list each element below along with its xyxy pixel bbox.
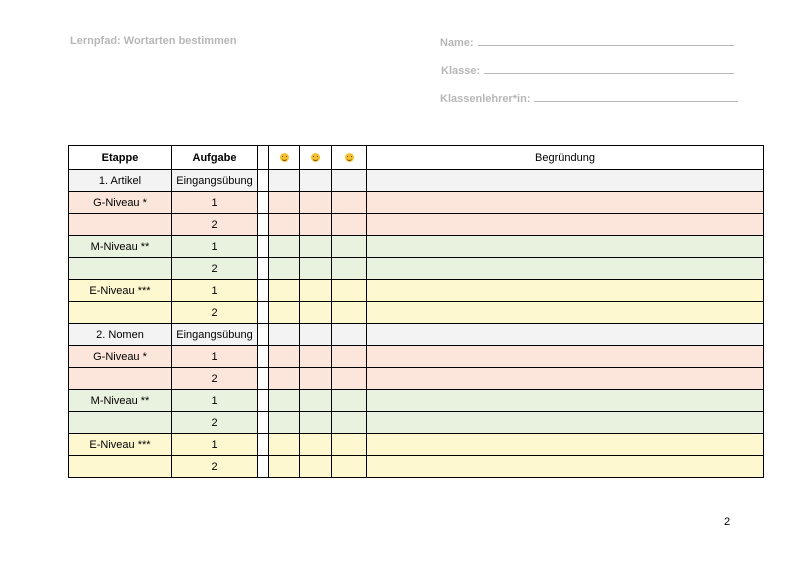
spacer-cell: [258, 368, 269, 390]
table-row: [69, 412, 764, 434]
begruendung-cell[interactable]: [367, 170, 764, 192]
spacer-header: [258, 146, 269, 170]
rating-cell-2[interactable]: [300, 236, 332, 258]
etappe-cell: [69, 412, 172, 434]
spacer-cell: [258, 170, 269, 192]
table-row: [69, 324, 764, 346]
etappe-cell: G-Niveau *: [69, 192, 172, 214]
begruendung-cell[interactable]: [367, 302, 764, 324]
table-row: [69, 236, 764, 258]
table-row: [69, 170, 764, 192]
table-row: [69, 302, 764, 324]
rating-cell-2[interactable]: [300, 170, 332, 192]
rating-cell-2[interactable]: [300, 390, 332, 412]
rating-cell-3[interactable]: [332, 324, 367, 346]
aufgabe-cell: 1: [172, 346, 258, 368]
begruendung-cell[interactable]: [367, 368, 764, 390]
aufgabe-cell: 2: [172, 302, 258, 324]
rating-cell-2[interactable]: [300, 192, 332, 214]
rating-cell-3[interactable]: [332, 192, 367, 214]
begruendung-cell[interactable]: [367, 412, 764, 434]
spacer-cell: [258, 390, 269, 412]
rating-cell-1[interactable]: [269, 236, 300, 258]
begruendung-cell[interactable]: [367, 192, 764, 214]
rating-cell-2[interactable]: [300, 346, 332, 368]
table-header-row: [69, 146, 764, 170]
begruendung-cell[interactable]: [367, 390, 764, 412]
etappe-header: Etappe: [69, 146, 172, 170]
rating-cell-3[interactable]: [332, 302, 367, 324]
slightly-smiling-face-icon: [280, 153, 289, 162]
etappe-cell: [69, 214, 172, 236]
rating-cell-2[interactable]: [300, 324, 332, 346]
klassenlehrer-line: [534, 91, 738, 102]
begruendung-header: Begründung: [367, 146, 764, 170]
rating-cell-1[interactable]: [269, 456, 300, 478]
rating-cell-3[interactable]: [332, 280, 367, 302]
smiley-header-2: [300, 146, 332, 170]
table-row: [69, 456, 764, 478]
etappe-cell: 1. Artikel: [69, 170, 172, 192]
klasse-line: [484, 63, 734, 74]
rating-cell-3[interactable]: [332, 390, 367, 412]
aufgabe-cell: Eingangsübung: [172, 170, 258, 192]
table-row: [69, 346, 764, 368]
etappe-cell: [69, 456, 172, 478]
rating-cell-2[interactable]: [300, 258, 332, 280]
spacer-cell: [258, 346, 269, 368]
spacer-cell: [258, 302, 269, 324]
etappe-cell: [69, 302, 172, 324]
begruendung-cell[interactable]: [367, 258, 764, 280]
rating-cell-1[interactable]: [269, 412, 300, 434]
etappe-cell: M-Niveau **: [69, 390, 172, 412]
etappe-cell: [69, 258, 172, 280]
begruendung-cell[interactable]: [367, 456, 764, 478]
rating-cell-2[interactable]: [300, 368, 332, 390]
table-row: [69, 214, 764, 236]
rating-cell-3[interactable]: [332, 368, 367, 390]
spacer-cell: [258, 434, 269, 456]
grinning-face-icon: [311, 153, 320, 162]
rating-cell-3[interactable]: [332, 412, 367, 434]
begruendung-cell[interactable]: [367, 324, 764, 346]
etappe-cell: E-Niveau ***: [69, 280, 172, 302]
begruendung-cell[interactable]: [367, 434, 764, 456]
spacer-cell: [258, 258, 269, 280]
table-row: [69, 258, 764, 280]
rating-cell-3[interactable]: [332, 434, 367, 456]
klasse-field[interactable]: [441, 63, 734, 77]
rating-cell-2[interactable]: [300, 434, 332, 456]
spacer-cell: [258, 324, 269, 346]
begruendung-cell[interactable]: [367, 214, 764, 236]
rating-cell-3[interactable]: [332, 170, 367, 192]
rating-cell-3[interactable]: [332, 346, 367, 368]
aufgabe-cell: 2: [172, 368, 258, 390]
begruendung-cell[interactable]: [367, 346, 764, 368]
smiley-header-3: [332, 146, 367, 170]
lernpfad-table: [68, 145, 764, 478]
document-title: Lernpfad: Wortarten bestimmen: [70, 35, 237, 47]
begruendung-cell[interactable]: [367, 236, 764, 258]
klassenlehrer-field[interactable]: [440, 91, 738, 105]
etappe-cell: M-Niveau **: [69, 236, 172, 258]
spacer-cell: [258, 280, 269, 302]
rating-cell-2[interactable]: [300, 412, 332, 434]
rating-cell-1[interactable]: [269, 280, 300, 302]
aufgabe-cell: 2: [172, 214, 258, 236]
aufgabe-cell: Eingangsübung: [172, 324, 258, 346]
rating-cell-1[interactable]: [269, 390, 300, 412]
spacer-cell: [258, 456, 269, 478]
etappe-cell: [69, 368, 172, 390]
rating-cell-2[interactable]: [300, 280, 332, 302]
aufgabe-cell: 1: [172, 390, 258, 412]
name-line: [478, 35, 734, 46]
spacer-cell: [258, 192, 269, 214]
etappe-cell: E-Niveau ***: [69, 434, 172, 456]
rating-cell-1[interactable]: [269, 214, 300, 236]
page-number: 2: [724, 516, 731, 528]
table-row: [69, 192, 764, 214]
klasse-label: Klasse:: [441, 65, 481, 77]
rating-cell-1[interactable]: [269, 324, 300, 346]
aufgabe-cell: 2: [172, 456, 258, 478]
slightly-smiling-face-icon: [345, 153, 354, 162]
aufgabe-cell: 1: [172, 280, 258, 302]
rating-cell-1[interactable]: [269, 170, 300, 192]
spacer-cell: [258, 214, 269, 236]
rating-cell-1[interactable]: [269, 302, 300, 324]
spacer-cell: [258, 412, 269, 434]
table-row: [69, 434, 764, 456]
smiley-header-1: [269, 146, 300, 170]
rating-cell-3[interactable]: [332, 456, 367, 478]
etappe-cell: 2. Nomen: [69, 324, 172, 346]
spacer-cell: [258, 236, 269, 258]
aufgabe-cell: 1: [172, 192, 258, 214]
rating-cell-2[interactable]: [300, 214, 332, 236]
etappe-cell: G-Niveau *: [69, 346, 172, 368]
aufgabe-cell: 2: [172, 258, 258, 280]
table-row: [69, 390, 764, 412]
table-row: [69, 280, 764, 302]
table-row: [69, 368, 764, 390]
name-label: Name:: [440, 37, 474, 49]
rating-cell-3[interactable]: [332, 258, 367, 280]
aufgabe-header: Aufgabe: [172, 146, 258, 170]
rating-cell-3[interactable]: [332, 236, 367, 258]
rating-cell-3[interactable]: [332, 214, 367, 236]
name-field[interactable]: [440, 35, 734, 49]
aufgabe-cell: 2: [172, 412, 258, 434]
klassenlehrer-label: Klassenlehrer*in:: [440, 93, 531, 105]
rating-cell-1[interactable]: [269, 434, 300, 456]
rating-cell-1[interactable]: [269, 258, 300, 280]
rating-cell-2[interactable]: [300, 302, 332, 324]
rating-cell-1[interactable]: [269, 368, 300, 390]
aufgabe-cell: 1: [172, 434, 258, 456]
rating-cell-2[interactable]: [300, 456, 332, 478]
rating-cell-1[interactable]: [269, 192, 300, 214]
begruendung-cell[interactable]: [367, 280, 764, 302]
aufgabe-cell: 1: [172, 236, 258, 258]
rating-cell-1[interactable]: [269, 346, 300, 368]
